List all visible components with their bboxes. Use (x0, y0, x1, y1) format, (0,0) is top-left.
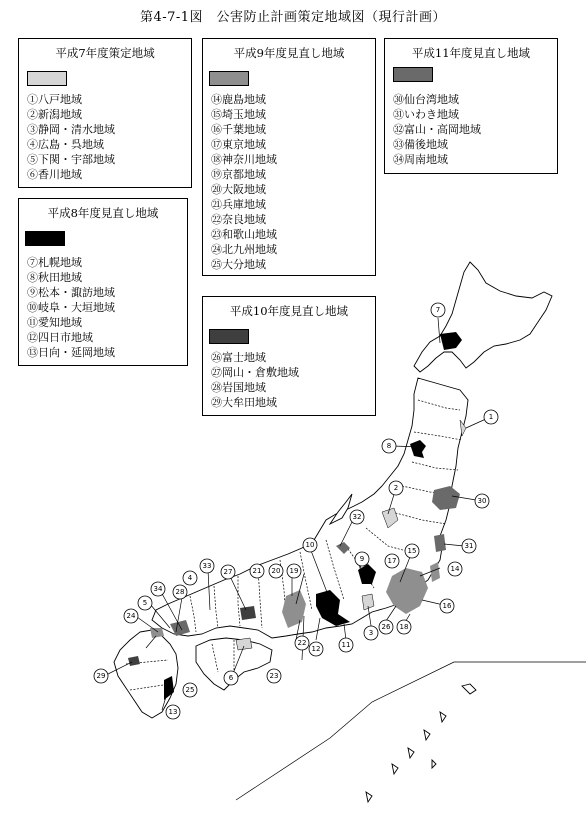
legend-item: ㉙大牟田地域 (211, 396, 277, 409)
svg-text:9: 9 (359, 555, 365, 563)
map-label-30 (475, 494, 489, 508)
legend-item: ⑱神奈川地域 (211, 153, 277, 166)
svg-text:16: 16 (442, 602, 452, 610)
map-label-7 (431, 303, 445, 317)
map-label-19 (287, 564, 301, 578)
map-label-21 (250, 564, 264, 578)
legend-item: ㉓和歌山地域 (211, 228, 277, 241)
map-label-17 (385, 554, 399, 568)
svg-text:27: 27 (223, 568, 233, 576)
svg-text:34: 34 (153, 585, 163, 593)
svg-text:4: 4 (187, 574, 193, 582)
legend-box-h11 (384, 38, 558, 174)
svg-text:28: 28 (175, 588, 185, 596)
legend-item: ①八戸地域 (27, 93, 82, 106)
map-label-9 (355, 552, 369, 566)
legend-box-h7 (18, 38, 192, 188)
legend-item: ⑧秋田地域 (27, 271, 82, 284)
svg-text:30: 30 (477, 497, 487, 505)
svg-text:29: 29 (96, 672, 106, 680)
legend-item: ⑥香川地域 (27, 168, 82, 181)
map-label-18 (397, 620, 411, 634)
legend-box-h9 (202, 38, 376, 276)
svg-text:23: 23 (269, 672, 279, 680)
map-label-28 (173, 585, 187, 599)
map-label-26 (379, 620, 393, 634)
svg-text:2: 2 (393, 484, 399, 492)
legend-item: ㉚仙台湾地域 (393, 93, 459, 106)
legend-item: ㉔北九州地域 (211, 243, 277, 256)
legend-item: ⑤下関・宇部地域 (27, 153, 115, 166)
svg-text:7: 7 (435, 306, 441, 314)
svg-text:18: 18 (399, 623, 409, 631)
svg-text:20: 20 (271, 567, 281, 575)
okinawa-islands (366, 684, 476, 802)
legend-item: ⑰東京地域 (211, 138, 266, 151)
legend-swatch-h9 (209, 71, 249, 86)
map-label-10 (303, 538, 317, 552)
svg-text:32: 32 (352, 513, 362, 521)
svg-text:14: 14 (450, 565, 460, 573)
legend-item: ②新潟地域 (27, 108, 82, 121)
map-label-15 (405, 544, 419, 558)
svg-text:13: 13 (168, 708, 178, 716)
legend-title-h8: 平成8年度見直し地域 (47, 206, 159, 220)
legend-item: ㉛いわき地域 (393, 108, 459, 121)
legend-item: ㉘岩国地域 (211, 381, 266, 394)
legend-item: ㉜富山・高岡地域 (393, 123, 481, 136)
map-label-31 (462, 539, 476, 553)
legend-item: ㉕大分地域 (211, 258, 266, 271)
legend-item: ⑬日向・延岡地域 (27, 346, 115, 359)
legend-item: ㉝備後地域 (393, 138, 448, 151)
legend-title-h7: 平成7年度策定地域 (55, 46, 155, 60)
legend-item: ㉗岡山・倉敷地域 (211, 366, 299, 379)
map-label-23 (267, 669, 281, 683)
map-label-16 (440, 599, 454, 613)
map-label-20 (269, 564, 283, 578)
svg-text:15: 15 (407, 547, 417, 555)
legend-swatch-h7 (27, 71, 67, 86)
legend-item: ⑪愛知地域 (27, 316, 82, 329)
legend-title-h9: 平成9年度見直し地域 (233, 46, 345, 60)
svg-text:26: 26 (381, 623, 391, 631)
legend-item: ㉖富士地域 (211, 351, 266, 364)
legend-title-h11: 平成11年度見直し地域 (411, 46, 531, 60)
legend-item: ⑩岐阜・大垣地域 (27, 301, 115, 314)
svg-text:12: 12 (311, 645, 321, 653)
legend-item: ⑲京都地域 (211, 168, 266, 181)
legend-swatch-h10 (209, 329, 249, 344)
map-label-8 (382, 439, 396, 453)
map-label-6 (224, 671, 238, 685)
region-iwaki (434, 534, 446, 552)
legend-box-h8 (18, 198, 188, 366)
map-label-33 (200, 559, 214, 573)
map-label-2 (389, 481, 403, 495)
svg-text:22: 22 (297, 639, 307, 647)
legend-box-h10 (202, 296, 376, 416)
legend-item: ⑭鹿島地域 (211, 93, 266, 106)
map-label-11 (339, 638, 353, 652)
map-label-13 (166, 705, 180, 719)
legend-swatch-h11 (393, 67, 433, 82)
legend-item: ⑦札幌地域 (27, 256, 82, 269)
legend-item: ④広島・呉地域 (27, 138, 104, 151)
svg-text:19: 19 (289, 567, 299, 575)
legend-title-h10: 平成10年度見直し地域 (229, 304, 349, 318)
svg-text:1: 1 (488, 413, 494, 421)
svg-text:24: 24 (126, 612, 136, 620)
svg-text:25: 25 (185, 686, 195, 694)
svg-text:8: 8 (386, 442, 392, 450)
legend-item: ⑯千葉地域 (211, 123, 266, 136)
inset-frame-line (236, 662, 586, 800)
legend-item: ⑫四日市地域 (27, 331, 93, 344)
map-label-14 (448, 562, 462, 576)
kyushu-island (114, 630, 178, 718)
svg-text:31: 31 (464, 542, 474, 550)
map-label-4 (183, 571, 197, 585)
legend-item: ⑳大阪地域 (211, 183, 266, 196)
hokkaido-island (414, 262, 552, 372)
region-kagawa (236, 638, 252, 650)
svg-text:5: 5 (142, 599, 148, 607)
map-label-27 (221, 565, 235, 579)
legend-item: ㉞周南地域 (393, 153, 448, 166)
map-label-3 (364, 626, 378, 640)
legend-item: ⑮埼玉地域 (211, 108, 266, 121)
map-label-22 (295, 636, 309, 650)
legend-item: ㉒奈良地域 (211, 213, 266, 226)
svg-text:11: 11 (341, 641, 351, 649)
map-label-25 (183, 683, 197, 697)
map-label-34 (151, 582, 165, 596)
legend-item: ㉑兵庫地域 (211, 198, 266, 211)
map-label-24 (124, 609, 138, 623)
region-okayama (240, 606, 256, 620)
legend-item: ⑨松本・諏訪地域 (27, 286, 115, 299)
map-label-12 (309, 642, 323, 656)
map-label-1 (484, 410, 498, 424)
svg-text:33: 33 (202, 562, 212, 570)
svg-text:17: 17 (387, 557, 397, 565)
svg-text:21: 21 (252, 567, 262, 575)
svg-text:3: 3 (368, 629, 374, 637)
figure-title: 第4-7-1図 公害防止計画策定地域図（現行計画） (139, 10, 447, 25)
map-label-32 (350, 510, 364, 524)
map-label-5 (138, 596, 152, 610)
map-label-29 (94, 669, 108, 683)
svg-text:6: 6 (228, 674, 234, 682)
svg-text:10: 10 (305, 541, 315, 549)
legend-item: ③静岡・清水地域 (27, 123, 115, 136)
legend-swatch-h8 (25, 231, 65, 246)
